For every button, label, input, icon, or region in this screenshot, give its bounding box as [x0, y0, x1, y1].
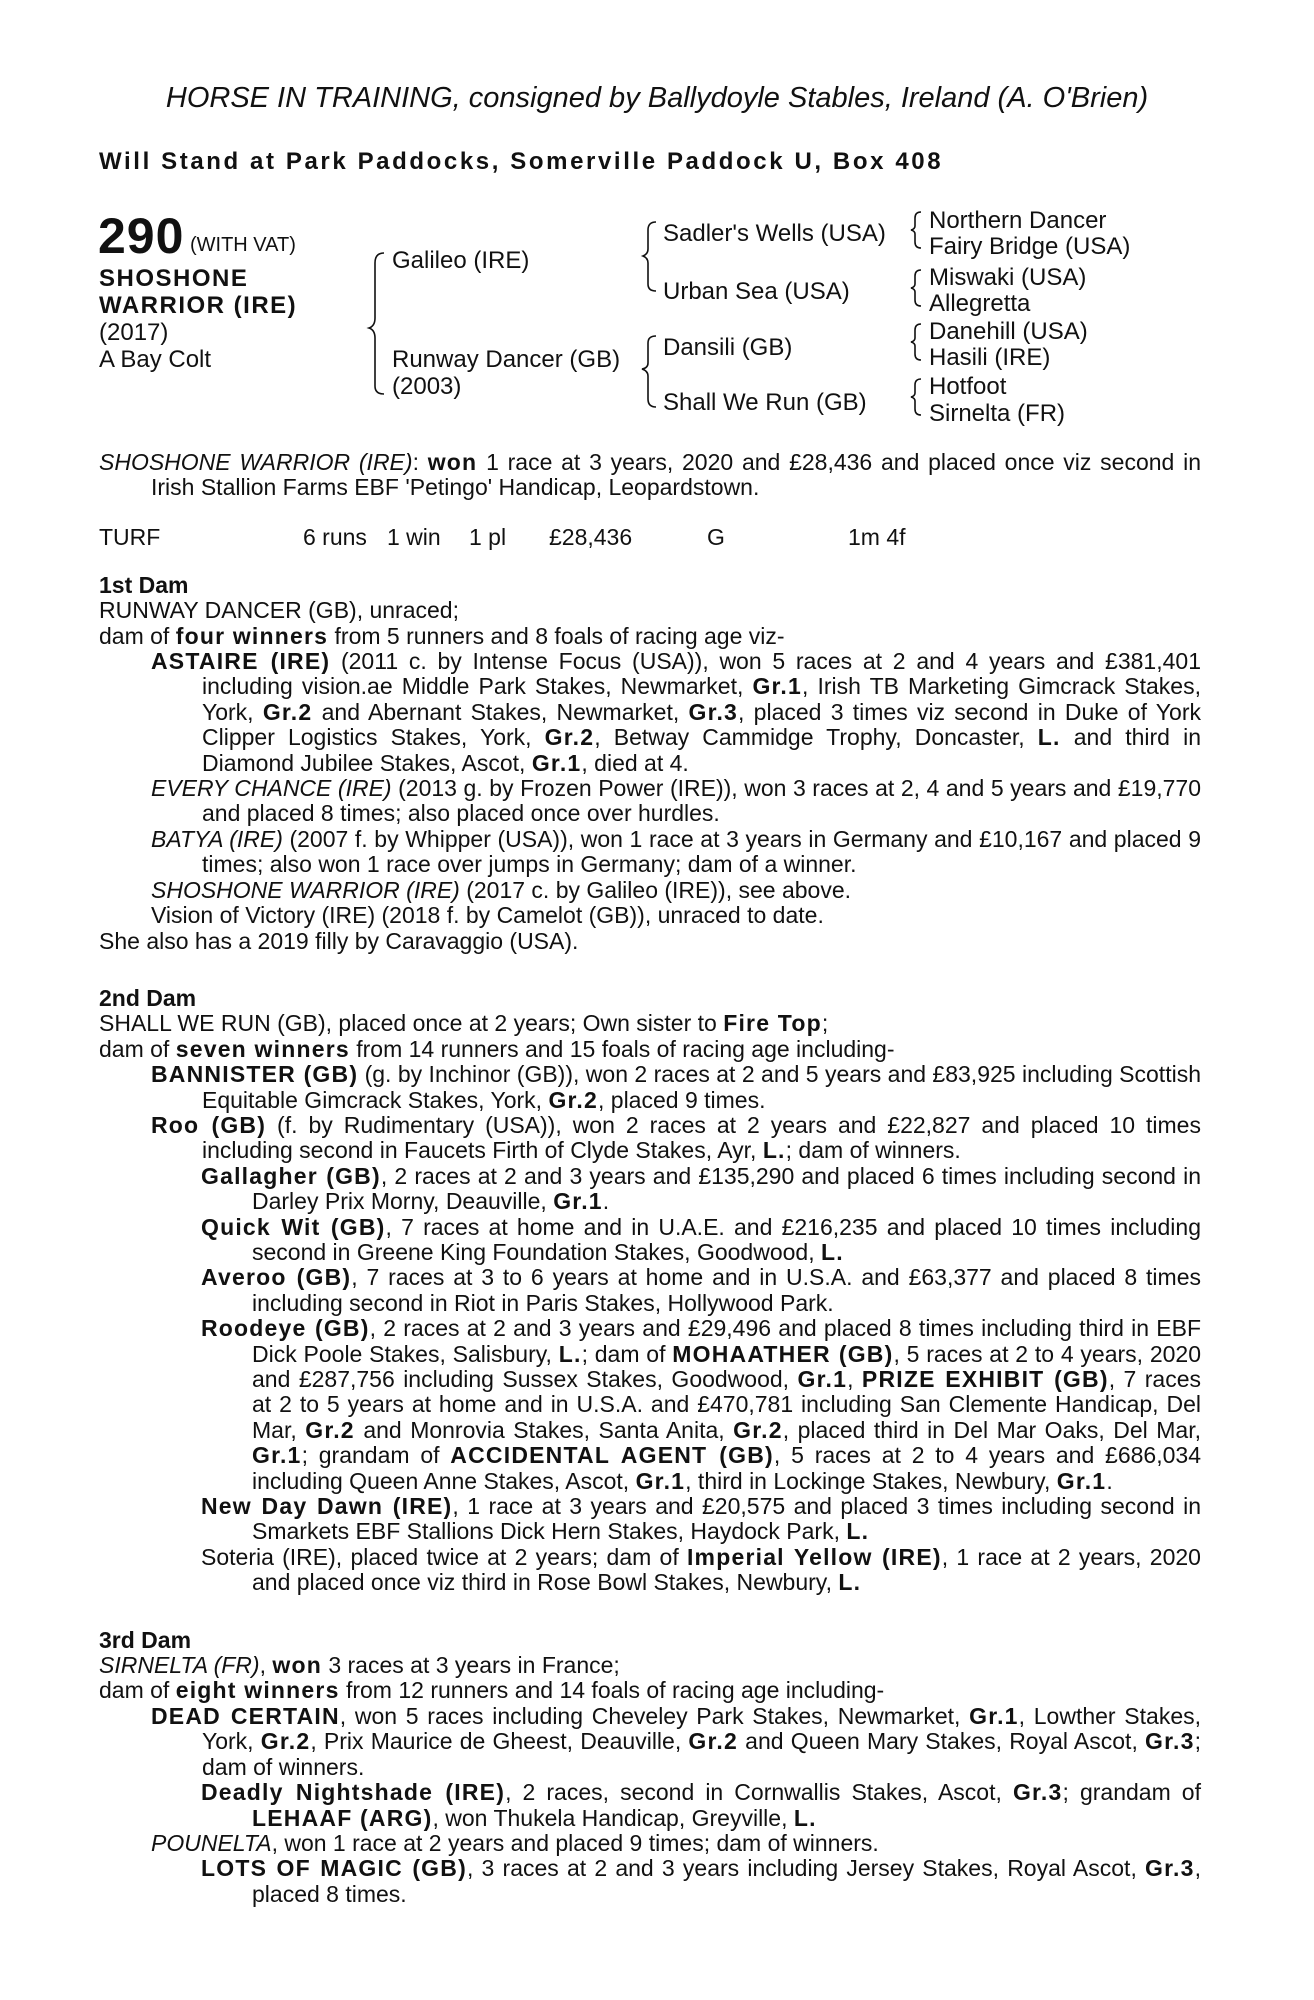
roodeye-text-g: , placed third in Del Mar Oaks, Del Mar, — [782, 1416, 1202, 1443]
turf-going: G — [707, 523, 725, 550]
accidental-agent-name: ACCIDENTAL AGENT (GB) — [450, 1442, 774, 1469]
pedigree-ggp-7: Hotfoot — [929, 373, 1007, 400]
bannister-text-b: , placed 9 times. — [598, 1086, 766, 1113]
roo-listed: L. — [762, 1137, 786, 1164]
dead-certain-grade-3: Gr.3 — [1145, 1728, 1195, 1755]
dead-certain-grade-2b: Gr.2 — [688, 1728, 738, 1755]
bannister-grade-2: Gr.2 — [548, 1086, 598, 1113]
roodeye-grade-2a: Gr.2 — [305, 1416, 355, 1443]
dam2-fire-top: Fire Top — [723, 1010, 822, 1037]
astaire-text-d: , placed 3 times viz second in Duke of York Clipper Logistics Stakes, York, — [202, 698, 1201, 751]
pedigree-ggp-4: Allegretta — [929, 290, 1031, 317]
dam1-filly-note: She also has a 2019 filly by Caravaggio (USA). — [99, 927, 579, 954]
dam1-dam-of — [99, 624, 1201, 649]
bracket-ggp-1 — [911, 212, 921, 248]
horse-name-line1: SHOSHONE — [99, 265, 249, 292]
roodeye-text-i: , 5 races at 2 to 4 years and £686,034 including Queen Anne Stakes, Ascot, — [252, 1442, 1201, 1494]
pedigree-ggp-8: Sirnelta (FR) — [929, 400, 1066, 427]
deadly-nightshade-grade-3: Gr.3 — [1012, 1779, 1063, 1806]
roodeye-grade-1b: Gr.1 — [252, 1442, 302, 1469]
averoo-name: Averoo (GB) — [201, 1264, 352, 1291]
entry-vision-of-victory: Vision of Victory (IRE) (2018 f. by Camelot (GB)), unraced to date. — [151, 902, 824, 929]
averoo-text: , 7 races at 3 to 6 years at home and in U.S.A. and £63,377 and placed 8 times including second in Riot in Paris Stakes, Hollywood Park. — [252, 1264, 1201, 1316]
pedigree-text — [99, 450, 1201, 1907]
dam3-winners-count: eight winners — [175, 1677, 340, 1704]
astaire-grade-2a: Gr.2 — [262, 698, 313, 725]
turf-surface: TURF — [99, 523, 161, 550]
turf-earnings: £28,436 — [549, 523, 633, 550]
entry-shoshone — [99, 878, 1201, 903]
entry-roo — [99, 1113, 1201, 1164]
every-chance-name: EVERY CHANCE (IRE) — [151, 775, 392, 802]
astaire-text-b: , Irish TB Marketing Gimcrack Stakes, York, — [202, 673, 1201, 725]
roodeye-name: Roodeye (GB) — [201, 1315, 370, 1342]
race-record-summary — [99, 450, 1201, 501]
bannister-name: BANNISTER (GB) — [151, 1061, 359, 1088]
dam3-name: SIRNELTA (FR) — [99, 1652, 260, 1679]
deadly-nightshade-name: Deadly Nightshade (IRE) — [201, 1779, 506, 1806]
shoshone-text: (2017 c. by Galileo (IRE)), see above. — [459, 876, 852, 903]
deadly-nightshade-listed: L. — [793, 1804, 817, 1831]
dead-certain-grade-2a: Gr.2 — [260, 1728, 311, 1755]
pedigree-brackets — [0, 0, 1314, 440]
roodeye-text-c: , 5 races at 2 to 4 years, 2020 and £287,756 including Sussex Stakes, Goodwood, — [252, 1340, 1202, 1392]
dead-certain-text-c: , Prix Maurice de Gheest, Deauville, — [310, 1728, 689, 1755]
roo-text-a: (f. by Rudimentary (USA)), won 2 races at 2 years and £22,827 and placed 10 times including second in Faucets Firth of Clyde Stakes, Ayr, — [202, 1111, 1201, 1164]
bracket-dam — [642, 336, 656, 407]
summary-won: won — [427, 449, 478, 475]
dam2-heading: 2nd Dam — [99, 984, 197, 1011]
turf-wins: 1 win — [387, 523, 441, 550]
turf-distance: 1m 4f — [848, 523, 906, 550]
prize-exhibit-name: PRIZE EXHIBIT (GB) — [861, 1366, 1109, 1392]
gallagher-grade-1: Gr.1 — [553, 1188, 603, 1215]
astaire-name: ASTAIRE (IRE) — [151, 648, 331, 675]
foaling-year: (2017) — [99, 319, 169, 346]
roodeye-grade-1a: Gr.1 — [797, 1366, 848, 1392]
shoshone-name: SHOSHONE WARRIOR (IRE) — [151, 876, 460, 903]
bracket-ggp-2 — [911, 270, 921, 306]
mohaather-name: MOHAATHER (GB) — [672, 1340, 894, 1367]
entry-batya — [99, 827, 1201, 878]
bracket-gen1 — [369, 253, 384, 394]
bannister-text-a: (g. by Inchinor (GB)), won 2 races at 2 and 5 years and £83,925 including Scottish Equitable Gimcrack Stakes, York, — [202, 1061, 1201, 1113]
dam1-dam-of-post: from 5 runners and 8 foals of racing age viz- — [328, 622, 785, 649]
entry-dead-certain — [99, 1704, 1201, 1780]
roodeye-grade-1c: Gr.1 — [635, 1467, 686, 1494]
roodeye-text-k: . — [1106, 1467, 1113, 1494]
dam2-intro-a: SHALL WE RUN (GB), placed once at 2 years; Own sister to — [99, 1010, 724, 1037]
roodeye-text-f: and Monrovia Stakes, Santa Anita, — [354, 1416, 734, 1443]
dam1-dam-of-pre: dam of — [99, 622, 176, 649]
entry-new-day-dawn — [99, 1494, 1201, 1545]
gallagher-text-b: . — [602, 1188, 610, 1215]
dam2-intro — [99, 1011, 1201, 1036]
gallagher-name: Gallagher (GB) — [201, 1162, 381, 1189]
entry-lots-of-magic — [99, 1856, 1201, 1907]
stand-location: Will Stand at Park Paddocks, Somerville Paddock U, Box 408 — [99, 148, 944, 175]
quick-wit-listed: L. — [820, 1238, 844, 1265]
roodeye-text-j: , third in Lockinge Stakes, Newbury, — [685, 1467, 1057, 1494]
imperial-yellow-name: Imperial Yellow (IRE) — [686, 1543, 942, 1570]
pedigree-ggp-1: Northern Dancer — [929, 207, 1107, 234]
dam3-dam-of-post: from 12 runners and 14 foals of racing age including- — [339, 1677, 885, 1704]
horse-description: A Bay Colt — [99, 346, 212, 373]
entry-astaire — [99, 649, 1201, 776]
astaire-listed: L. — [1037, 724, 1061, 751]
pedigree-dam-dam: Shall We Run (GB) — [663, 389, 867, 416]
summary-text: 1 race at 3 years, 2020 and £28,436 and placed once viz second in Irish Stallion Farms EBF 'Petingo' Handicap, Leopardstown. — [151, 449, 1201, 501]
roodeye-text-h: ; grandam of — [301, 1442, 451, 1469]
lot-number: 290 — [98, 208, 185, 264]
new-day-dawn-name: New Day Dawn (IRE) — [201, 1493, 453, 1520]
summary-colon: : — [412, 449, 419, 475]
entry-bannister — [99, 1062, 1201, 1113]
dam1-winners-count: four winners — [175, 622, 329, 649]
bracket-ggp-4 — [911, 379, 921, 415]
roodeye-text-e: , 7 races at 2 to 5 years at home and in U.S.A. and £470,781 including San Clemente Handicap, Del Mar, — [252, 1366, 1201, 1443]
quick-wit-text: , 7 races at home and in U.A.E. and £216,235 and placed 10 times including second in Greene King Foundation Stakes, Goodwood, — [252, 1213, 1201, 1265]
pedigree-sire-dam: Urban Sea (USA) — [663, 278, 850, 305]
roodeye-text-a: , 2 races at 2 and 3 years and £29,496 and placed 8 times including third in EBF Dick Poole Stakes, Salisbury, — [252, 1315, 1201, 1367]
dead-certain-text-a: , won 5 races including Cheveley Park Stakes, Newmarket, — [339, 1702, 970, 1729]
pedigree-ggp-5: Danehill (USA) — [929, 318, 1088, 345]
astaire-text-c: and Abernant Stakes, Newmarket, — [312, 698, 689, 725]
pedigree-dam-year: (2003) — [392, 373, 462, 400]
lehaaf-name: LEHAAF (ARG) — [252, 1804, 433, 1831]
astaire-grade-1b: Gr.1 — [531, 749, 582, 776]
lots-of-magic-text-a: , 3 races at 2 and 3 years including Jersey Stakes, Royal Ascot, — [466, 1855, 1146, 1882]
every-chance-text: (2013 g. by Frozen Power (IRE)), won 3 races at 2, 4 and 5 years and £19,770 and placed 8 times; also placed once over hurdles. — [202, 775, 1202, 827]
vat-note: (WITH VAT) — [190, 234, 296, 256]
new-day-dawn-listed: L. — [846, 1518, 870, 1545]
deadly-nightshade-text-a: , 2 races, second in Cornwallis Stakes, Ascot, — [505, 1779, 1013, 1806]
pedigree-sire-sire: Sadler's Wells (USA) — [663, 220, 886, 247]
dam3-dam-of — [99, 1678, 1201, 1703]
lots-of-magic-grade-3: Gr.3 — [1145, 1855, 1195, 1882]
dam2-dam-of-post: from 14 runners and 15 foals of racing age including- — [349, 1035, 895, 1062]
pedigree-dam: Runway Dancer (GB) — [392, 346, 621, 373]
dam1-intro: RUNWAY DANCER (GB), unraced; — [99, 597, 459, 624]
entry-every-chance — [99, 776, 1201, 827]
horse-name-line2: WARRIOR (IRE) — [99, 292, 298, 319]
roo-text-b: ; dam of winners. — [785, 1137, 961, 1164]
dam2-dam-of-pre: dam of — [99, 1035, 176, 1062]
deadly-nightshade-text-c: , won Thukela Handicap, Greyville, — [432, 1804, 794, 1831]
pedigree-dam-sire: Dansili (GB) — [663, 334, 793, 361]
entry-deadly-nightshade — [99, 1780, 1201, 1831]
new-day-dawn-text: , 1 race at 3 years and £20,575 and placed 3 times including second in Smarkets EBF Stallions Dick Hern Stakes, Haydock Park, — [252, 1493, 1201, 1545]
soteria-text-b: , 1 race at 2 years, 2020 and placed once viz third in Rose Bowl Stakes, Newbury, — [252, 1543, 1201, 1596]
dam3-intro — [99, 1653, 1201, 1678]
dead-certain-name: DEAD CERTAIN — [151, 1702, 340, 1729]
dam3-dam-of-pre: dam of — [99, 1677, 176, 1704]
astaire-text-g: , died at 4. — [581, 749, 689, 776]
soteria-text-a: Soteria (IRE), placed twice at 2 years; dam of — [201, 1543, 687, 1570]
roodeye-text-b: ; dam of — [581, 1340, 673, 1367]
entry-gallagher — [99, 1164, 1201, 1215]
roodeye-listed: L. — [558, 1340, 582, 1367]
dam2-intro-b: ; — [821, 1010, 829, 1037]
entry-soteria — [99, 1545, 1201, 1596]
dam3-intro-rest: 3 races at 3 years in France; — [321, 1652, 620, 1679]
turf-record — [99, 525, 1201, 551]
dead-certain-text-d: and Queen Mary Stakes, Royal Ascot, — [737, 1728, 1146, 1755]
astaire-grade-2b: Gr.2 — [544, 724, 595, 751]
pedigree-sire: Galileo (IRE) — [392, 247, 530, 274]
astaire-grade-3: Gr.3 — [688, 698, 739, 725]
roodeye-grade-1d: Gr.1 — [1056, 1467, 1107, 1494]
dead-certain-text-b: , Lowther Stakes, York, — [202, 1702, 1201, 1755]
bracket-ggp-3 — [911, 324, 921, 360]
entry-quick-wit — [99, 1215, 1201, 1266]
batya-name: BATYA (IRE) — [151, 825, 283, 852]
entry-averoo — [99, 1265, 1201, 1316]
pounelta-name: POUNELTA — [151, 1829, 272, 1856]
bracket-sire — [643, 222, 656, 291]
pedigree-ggp-2: Fairy Bridge (USA) — [929, 233, 1131, 260]
entry-roodeye — [99, 1316, 1201, 1494]
pedigree-block — [0, 0, 1314, 440]
dam1-heading: 1st Dam — [99, 571, 189, 598]
entry-pounelta — [99, 1831, 1201, 1856]
dam3-intro-comma: , — [259, 1652, 273, 1679]
lots-of-magic-text-b: , placed 8 times. — [252, 1855, 1201, 1907]
batya-text: (2007 f. by Whipper (USA)), won 1 race at 3 years in Germany and £10,167 and placed 9 times; also won 1 race over jumps in Germany; dam of a winner. — [202, 825, 1201, 878]
deadly-nightshade-text-b: ; grandam of — [1062, 1779, 1201, 1806]
dam2-dam-of — [99, 1037, 1201, 1062]
dam2-winners-count: seven winners — [175, 1035, 350, 1062]
dam3-heading: 3rd Dam — [99, 1626, 192, 1653]
astaire-text-a: (2011 c. by Intense Focus (USA)), won 5 races at 2 and 4 years and £381,401 including vision.ae Middle Park Stakes, Newmarket, — [202, 648, 1201, 700]
pedigree-ggp-3: Miswaki (USA) — [929, 264, 1087, 291]
dam3-won: won — [272, 1652, 322, 1679]
summary-horse-name: SHOSHONE WARRIOR (IRE) — [99, 449, 413, 475]
dead-certain-text-e: ; dam of winners. — [202, 1728, 1201, 1780]
consignment-line: HORSE IN TRAINING, consigned by Ballydoyle Stables, Ireland (A. O'Brien) — [165, 82, 1149, 114]
astaire-grade-1a: Gr.1 — [752, 673, 802, 700]
roodeye-grade-2b: Gr.2 — [733, 1416, 783, 1443]
roo-name: Roo (GB) — [151, 1111, 267, 1138]
pounelta-text: , won 1 race at 2 years and placed 9 times; dam of winners. — [271, 1829, 879, 1856]
astaire-text-e: , Betway Cammidge Trophy, Doncaster, — [594, 724, 1038, 751]
gallagher-text-a: , 2 races at 2 and 3 years and £135,290 and placed 6 times including second in Darley Prix Morny, Deauville, — [252, 1162, 1201, 1215]
turf-runs: 6 runs — [303, 523, 367, 550]
quick-wit-name: Quick Wit (GB) — [201, 1213, 386, 1240]
astaire-text-f: and third in Diamond Jubilee Stakes, Ascot, — [202, 724, 1201, 776]
turf-placed: 1 pl — [469, 523, 507, 550]
soteria-listed: L. — [838, 1569, 862, 1596]
lots-of-magic-name: LOTS OF MAGIC (GB) — [201, 1855, 467, 1882]
pedigree-ggp-6: Hasili (IRE) — [929, 344, 1051, 371]
dead-certain-grade-1: Gr.1 — [969, 1702, 1019, 1729]
roodeye-text-d: , — [847, 1366, 862, 1392]
